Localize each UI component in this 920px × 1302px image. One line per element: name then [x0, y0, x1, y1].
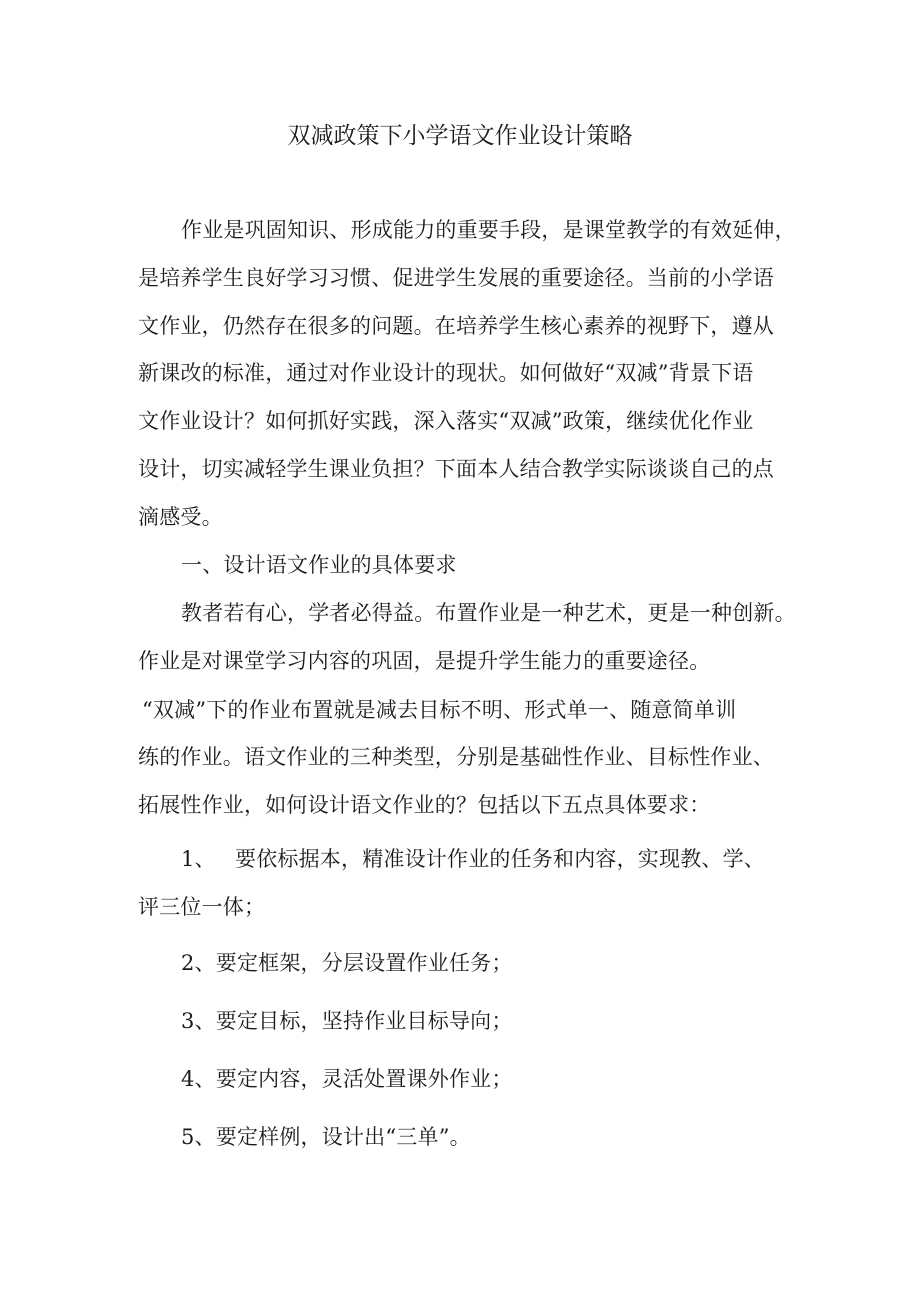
- requirement-item: 3、要定目标，坚持作业目标导向；: [181, 1009, 513, 1033]
- requirement-item: 2、要定框架，分层设置作业任务；: [181, 951, 513, 975]
- section-line: 作业是对课堂学习内容的巩固，是提升学生能力的重要途径。: [138, 649, 711, 673]
- intro-line: 是培养学生良好学习习惯、促进学生发展的重要途径。当前的小学语: [138, 266, 774, 290]
- requirement-item: 5、要定样例，设计出“三单”。: [181, 1125, 471, 1149]
- document-title: 双减政策下小学语文作业设计策略: [287, 123, 633, 149]
- requirement-number: 1、: [181, 847, 216, 871]
- requirement-item: 要依标据本，精准设计作业的任务和内容，实现教、学、: [235, 847, 765, 871]
- section-line: 教者若有心，学者必得益。布置作业是一种艺术，更是一种创新。: [181, 601, 796, 625]
- intro-line: 新课改的标准，通过对作业设计的现状。如何做好“双减”背景下语: [138, 361, 754, 385]
- requirement-item-continued: 评三位一体；: [138, 895, 266, 919]
- intro-line: 文作业，仍然存在很多的问题。在培养学生核心素养的视野下，遵从: [138, 314, 774, 338]
- intro-line: 作业是巩固知识、形成能力的重要手段，是课堂教学的有效延伸，: [181, 218, 796, 242]
- requirement-item: 4、要定内容，灵活处置课外作业；: [181, 1067, 513, 1091]
- section-line: “双减”下的作业布置就是减去目标不明、形式单一、随意简单训: [142, 698, 737, 722]
- intro-line: 滴感受。: [138, 505, 223, 529]
- section-line: 拓展性作业，如何设计语文作业的？包括以下五点具体要求：: [138, 793, 711, 817]
- section-heading: 一、设计语文作业的具体要求: [181, 553, 457, 577]
- intro-line: 文作业设计？如何抓好实践，深入落实“双减”政策，继续优化作业: [138, 409, 754, 433]
- intro-line: 设计，切实减轻学生课业负担？下面本人结合教学实际谈谈自己的点: [138, 457, 774, 481]
- section-line: 练的作业。语文作业的三种类型，分别是基础性作业、目标性作业、: [138, 745, 774, 769]
